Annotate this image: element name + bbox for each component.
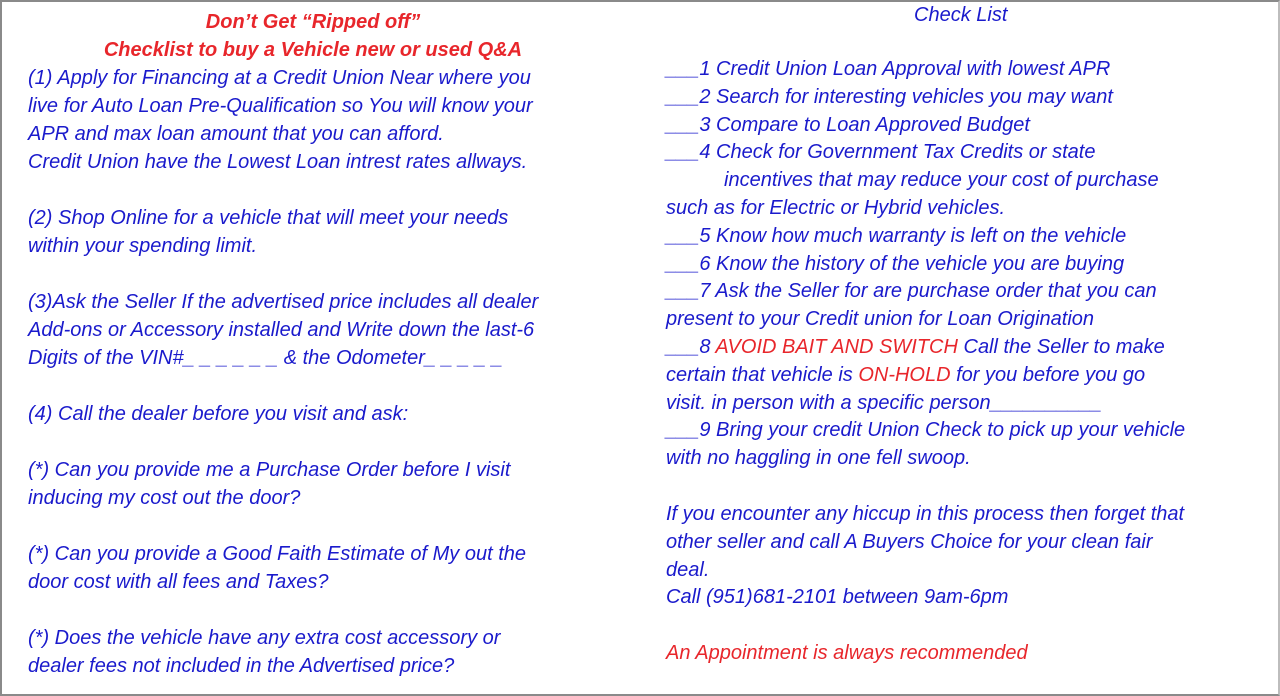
- left-column: [28, 8, 648, 680]
- appointment-note: An Appointment is always recommended: [666, 642, 1028, 665]
- item-8-line2-b: for you before you go: [950, 363, 1146, 386]
- question-2: [28, 540, 648, 596]
- question-3: [28, 624, 648, 680]
- step-3-line: Digits of the VIN#_ _ _ _ _ _ & the Odometer_ _ _ _ _: [28, 347, 503, 369]
- item-8-prefix: ___8: [666, 335, 716, 358]
- checklist-item-3: ___3 Compare to Loan Approved Budget: [666, 113, 1030, 136]
- step-3-line: (3)Ask the Seller If the advertised price includes all dealer: [28, 291, 539, 313]
- checklist-item-9: ___9 Bring your credit Union Check to pick up your vehicle: [666, 419, 1186, 442]
- bait-switch-warning: AVOID BAIT AND SWITCH: [715, 335, 958, 358]
- spacer: [666, 612, 1278, 640]
- checklist-item-9-cont: with no haggling in one fell swoop.: [666, 447, 971, 470]
- step-1-line: Credit Union have the Lowest Loan intrest rates allways.: [28, 151, 528, 173]
- step-1: [28, 64, 648, 176]
- spacer: [666, 28, 1278, 56]
- checklist-item-5: ___5 Know how much warranty is left on the vehicle: [666, 224, 1127, 247]
- item-8-line2-a: certain that vehicle is: [666, 363, 859, 386]
- checklist-item-8-cont: visit. in person with a specific person__________: [666, 391, 1102, 414]
- step-4: (4) Call the dealer before you visit and ask:: [28, 403, 409, 425]
- step-2-line: (2) Shop Online for a vehicle that will meet your needs: [28, 207, 509, 229]
- question-1-line: (*) Can you provide me a Purchase Order before I visit: [28, 459, 511, 481]
- step-3-line: Add-ons or Accessory installed and Write down the last-6: [28, 319, 535, 341]
- question-1: [28, 456, 648, 512]
- spacer: [28, 512, 648, 540]
- spacer: [28, 428, 648, 456]
- question-3-line: (*) Does the vehicle have any extra cost accessory or: [28, 627, 501, 649]
- spacer: [666, 473, 1278, 501]
- spacer: [28, 372, 648, 400]
- checklist-item-1: ___1 Credit Union Loan Approval with lowest APR: [666, 58, 1111, 80]
- checklist-item-7-cont: present to your Credit union for Loan Origination: [666, 308, 1095, 331]
- question-3-line: dealer fees not included in the Advertised price?: [28, 655, 455, 677]
- question-1-line: inducing my cost out the door?: [28, 487, 301, 509]
- checklist-item-4: ___4 Check for Government Tax Credits or state: [666, 141, 1096, 164]
- question-2-line: (*) Can you provide a Good Faith Estimate of My out the: [28, 543, 527, 565]
- checklist-item-4-cont: incentives that may reduce your cost of purchase: [724, 169, 1159, 192]
- main-title: Don’t Get “Ripped off”: [205, 11, 421, 33]
- on-hold-warning: ON-HOLD: [858, 363, 951, 386]
- checklist-item-7: ___7 Ask the Seller for are purchase order that you can: [666, 280, 1157, 303]
- step-1-line: (1) Apply for Financing at a Credit Union Near where you: [28, 67, 531, 89]
- phone-number: Call (951)681-2101 between 9am-6pm: [666, 586, 1009, 609]
- checklist-title: Check List: [914, 4, 1008, 26]
- spacer: [28, 596, 648, 624]
- checklist-item-2: ___2 Search for interesting vehicles you may want: [666, 85, 1113, 108]
- item-8-rest: Call the Seller to make: [957, 335, 1165, 358]
- checklist-item-8-cont: [666, 362, 1278, 390]
- step-1-line: APR and max loan amount that you can afford.: [28, 123, 444, 145]
- main-subtitle: Checklist to buy a Vehicle new or used Q&A: [103, 39, 523, 61]
- checklist-item-4-cont: such as for Electric or Hybrid vehicles.: [666, 196, 1006, 219]
- step-2-line: within your spending limit.: [28, 235, 257, 257]
- spacer: [28, 260, 648, 288]
- hiccup-note: If you encounter any hiccup in this process then forget that: [666, 502, 1185, 525]
- checklist-item-6: ___6 Know the history of the vehicle you are buying: [666, 252, 1125, 275]
- checklist-item-8: [666, 334, 1278, 362]
- hiccup-note: other seller and call A Buyers Choice for your clean fair: [666, 530, 1153, 553]
- spacer: [28, 176, 648, 204]
- step-2: [28, 204, 648, 260]
- hiccup-note: deal.: [666, 558, 710, 581]
- step-3: [28, 288, 648, 372]
- step-1-line: live for Auto Loan Pre-Qualification so You will know your: [28, 95, 533, 117]
- right-column: [666, 2, 1278, 668]
- question-2-line: door cost with all fees and Taxes?: [28, 571, 329, 593]
